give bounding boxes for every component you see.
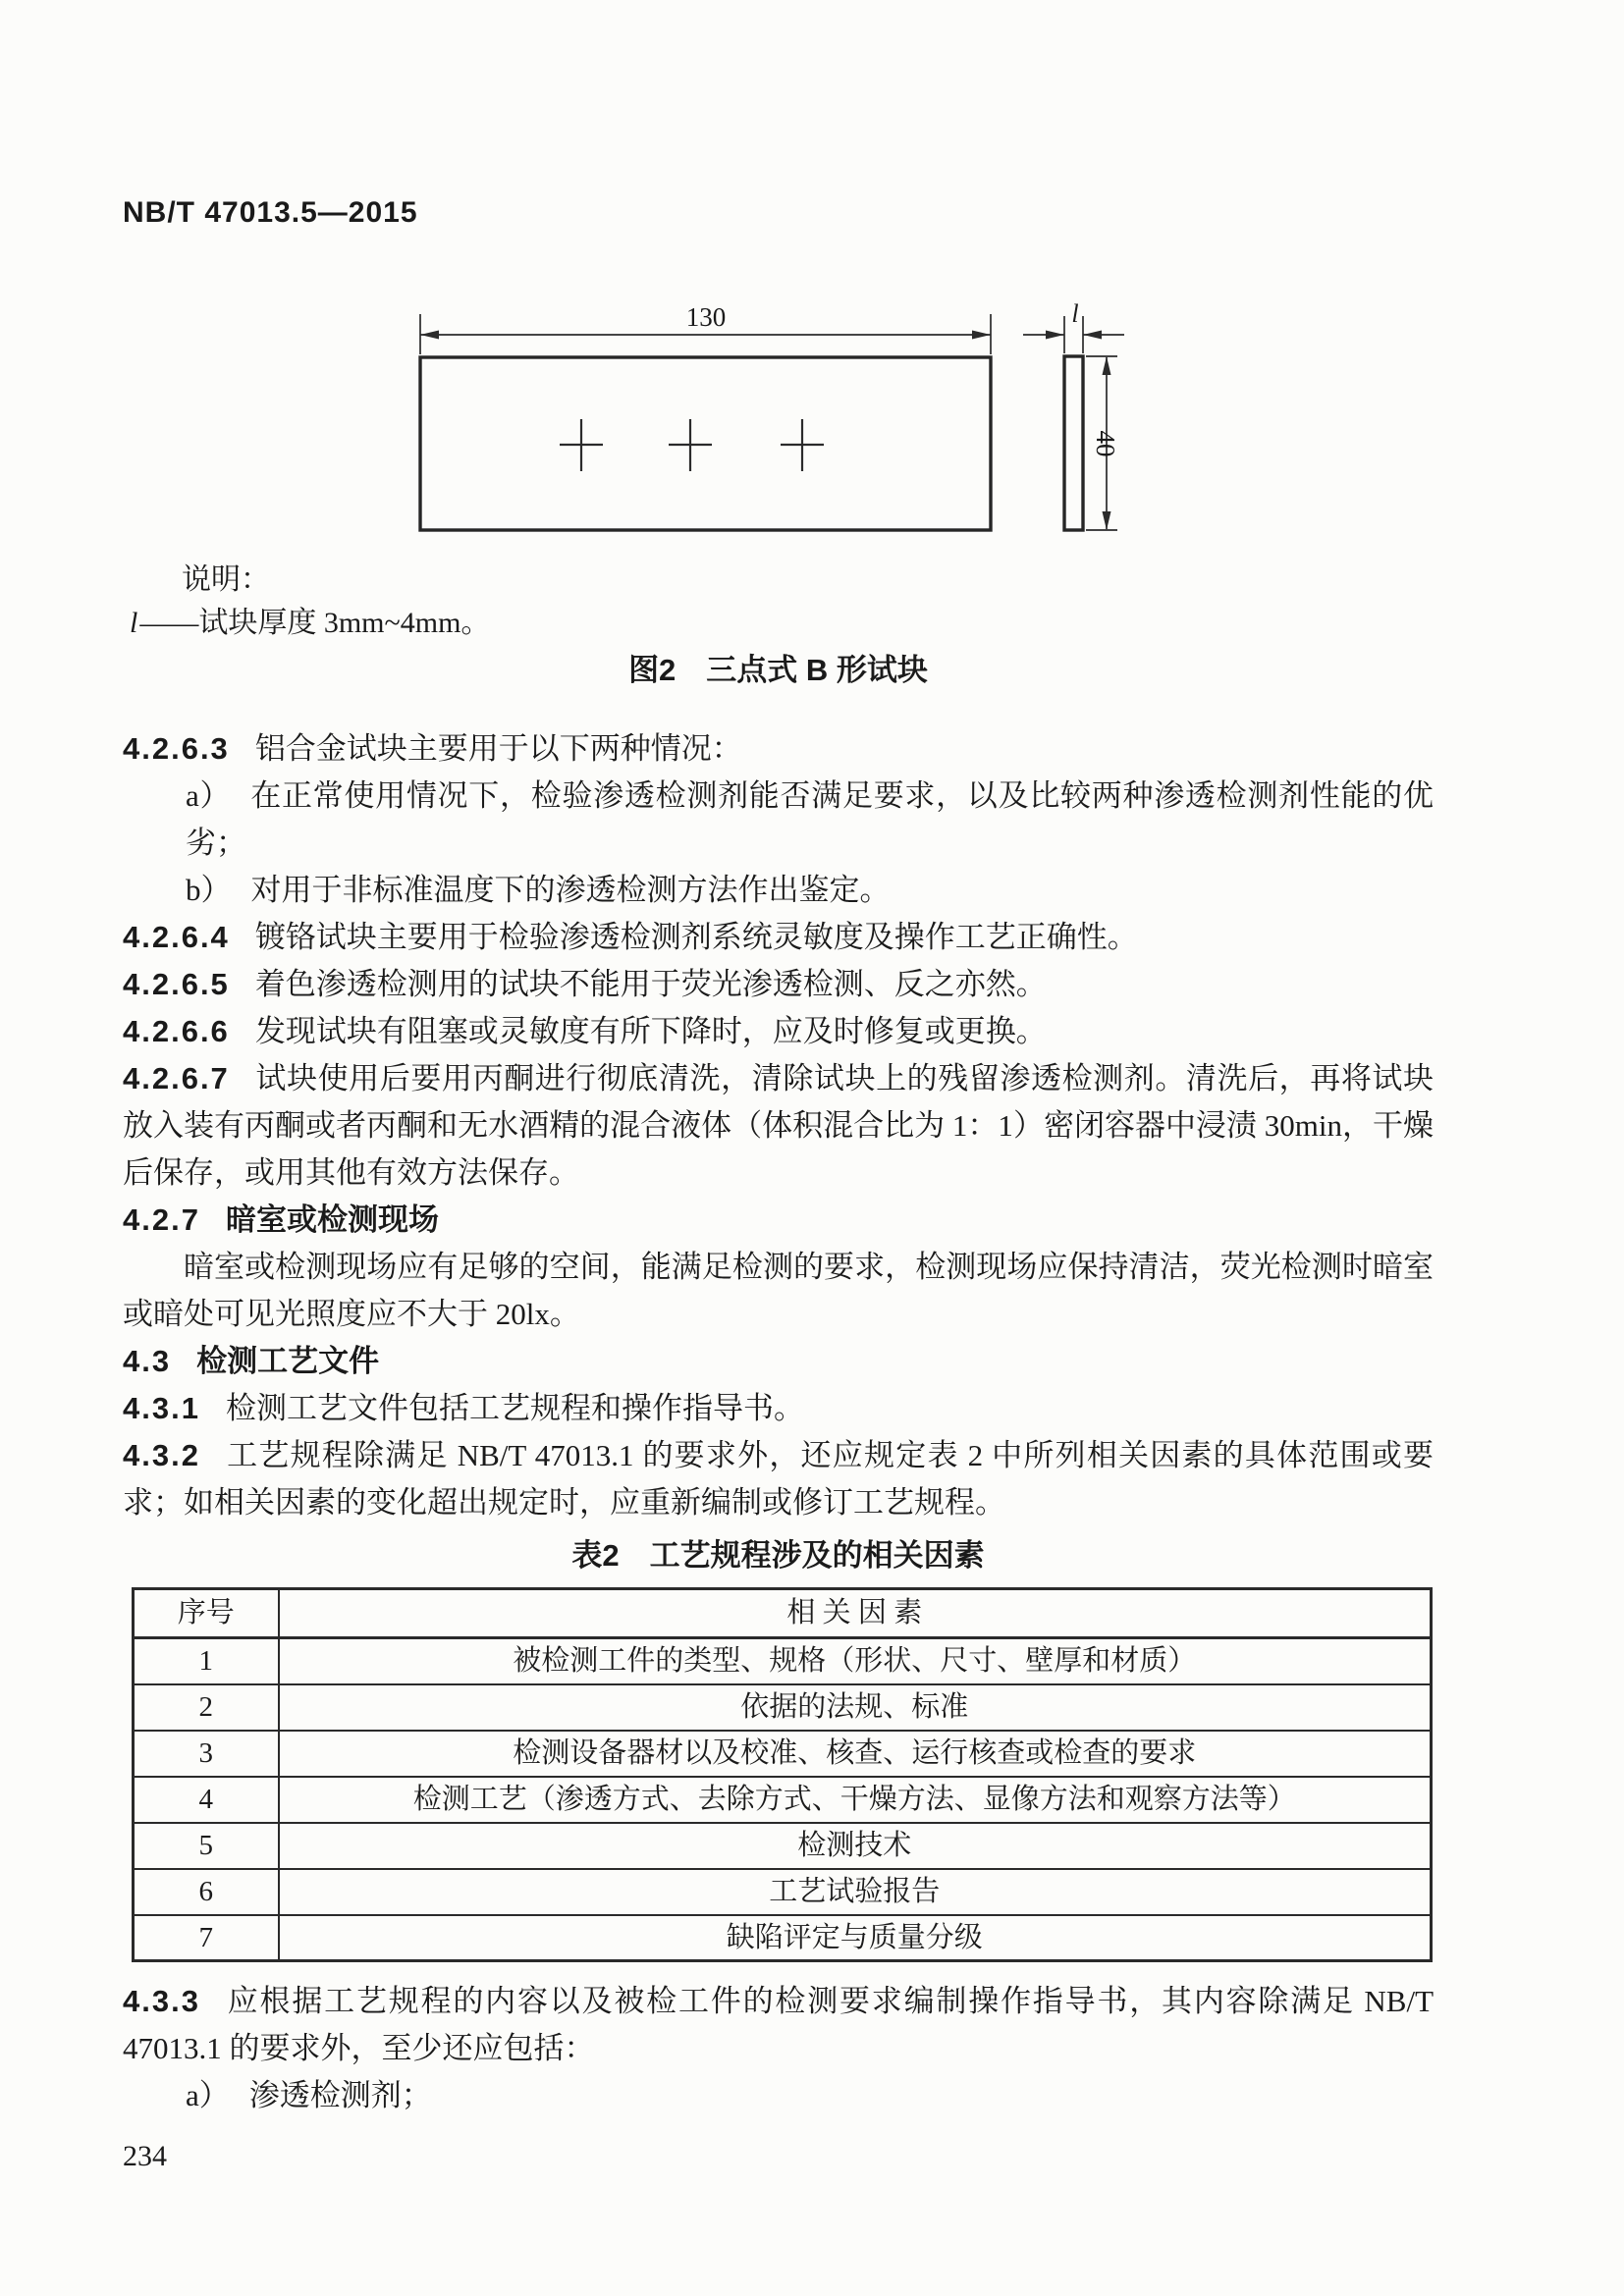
table-row bbox=[134, 1823, 1432, 1869]
table-2-relevant-factors bbox=[132, 1587, 1433, 1962]
width-dimension bbox=[420, 302, 991, 354]
clause-title: 暗室或检测现场 bbox=[225, 1202, 439, 1237]
clause-title: 检测工艺文件 bbox=[196, 1344, 380, 1378]
list-item-b bbox=[123, 867, 1434, 914]
clause-4-3-heading bbox=[123, 1338, 1434, 1385]
cell-factor: 依据的法规、标准 bbox=[279, 1684, 1432, 1731]
clause-text: 铝合金试块主要用于以下两种情况： bbox=[254, 731, 742, 766]
clause-number: 4.3.2 bbox=[123, 1438, 200, 1472]
cell-seq: 7 bbox=[134, 1915, 279, 1961]
cell-seq: 2 bbox=[134, 1684, 279, 1731]
item-text: 在正常使用情况下，检验渗透检测剂能否满足要求，以及比较两种渗透检测剂性能的优劣； bbox=[186, 778, 1435, 860]
cell-factor: 检测技术 bbox=[279, 1823, 1432, 1869]
clause-number: 4.3.3 bbox=[123, 1984, 200, 2018]
cell-factor: 检测设备器材以及校准、核查、运行核查或检查的要求 bbox=[279, 1731, 1432, 1777]
table-header bbox=[134, 1589, 1432, 1638]
clause-number: 4.2.6.7 bbox=[123, 1061, 230, 1095]
dim-height-label: 40 bbox=[1091, 430, 1120, 457]
clause-4-2-7-heading bbox=[123, 1197, 1434, 1244]
figure-legend-item bbox=[130, 602, 1434, 645]
cell-seq: 5 bbox=[134, 1823, 279, 1869]
clause-number: 4.3.1 bbox=[123, 1391, 200, 1425]
table-2-caption: 表2 工艺规程涉及的相关因素 bbox=[571, 1538, 985, 1573]
dim-thickness-label: l bbox=[1071, 299, 1079, 328]
table-row bbox=[134, 1638, 1432, 1684]
clause-4-2-6-5 bbox=[123, 961, 1434, 1008]
legend-variable: l bbox=[130, 607, 138, 639]
clause-number: 4.2.7 bbox=[123, 1202, 200, 1237]
table-row bbox=[134, 1777, 1432, 1823]
cell-factor: 检测工艺（渗透方式、去除方式、干燥方法、显像方法和观察方法等） bbox=[279, 1777, 1432, 1823]
clause-4-3-2 bbox=[123, 1432, 1434, 1526]
clause-text: 检测工艺文件包括工艺规程和操作指导书。 bbox=[225, 1391, 804, 1425]
dim-width-label: 130 bbox=[685, 302, 727, 332]
clause-4-2-6-6 bbox=[123, 1008, 1434, 1055]
column-header-factor: 相 关 因 素 bbox=[279, 1589, 1432, 1638]
clause-text: 着色渗透检测用的试块不能用于荧光渗透检测、反之亦然。 bbox=[254, 967, 1047, 1001]
item-text: 对用于非标准温度下的渗透检测方法作出鉴定。 bbox=[250, 873, 891, 907]
height-dimension bbox=[1086, 356, 1120, 530]
clause-text: 工艺规程除满足 NB/T 47013.1 的要求外，还应规定表 2 中所列相关因素的具体范围或要求；如相关因素的变化超出规定时，应重新编制或修订工艺规程。 bbox=[123, 1438, 1434, 1520]
clause-text: 应根据工艺规程的内容以及被检工件的检测要求编制操作指导书，其内容除满足 NB/T 47013.1 的要求外，至少还应包括： bbox=[123, 1984, 1434, 2065]
item-label: a） bbox=[186, 778, 232, 813]
table-row bbox=[134, 1731, 1432, 1777]
clause-4-3-3 bbox=[123, 1978, 1434, 2072]
clause-number: 4.2.6.5 bbox=[123, 967, 230, 1001]
clause-text: 镀铬试块主要用于检验渗透检测剂系统灵敏度及操作工艺正确性。 bbox=[254, 920, 1138, 954]
standard-number: NB/T 47013.5—2015 bbox=[123, 196, 418, 229]
clause-number: 4.2.6.6 bbox=[123, 1014, 230, 1048]
table-row bbox=[134, 1869, 1432, 1915]
table-row bbox=[134, 1915, 1432, 1961]
item-label: a） bbox=[186, 2078, 230, 2112]
list-item-a bbox=[123, 773, 1434, 867]
body-text bbox=[123, 725, 1434, 2180]
clause-text: 发现试块有阻塞或灵敏度有所下降时，应及时修复或更换。 bbox=[254, 1014, 1047, 1048]
clause-4-2-6-7 bbox=[123, 1055, 1434, 1197]
clause-4-3-1 bbox=[123, 1385, 1434, 1432]
side-view bbox=[1064, 356, 1083, 530]
cell-seq: 3 bbox=[134, 1731, 279, 1777]
clause-number: 4.3 bbox=[123, 1344, 172, 1378]
column-header-seq: 序号 bbox=[134, 1589, 279, 1638]
table-body bbox=[134, 1638, 1432, 1961]
legend-text: ——试块厚度 3mm~4mm。 bbox=[139, 607, 491, 639]
clause-4-2-6-4 bbox=[123, 914, 1434, 961]
table-row bbox=[134, 1684, 1432, 1731]
cell-factor: 被检测工件的类型、规格（形状、尺寸、壁厚和材质） bbox=[279, 1638, 1432, 1684]
cell-factor: 工艺试验报告 bbox=[279, 1869, 1432, 1915]
item-label: b） bbox=[186, 873, 232, 907]
clause-text: 试块使用后要用丙酮进行彻底清洗，清除试块上的残留渗透检测剂。清洗后，再将试块放入装有丙酮或者丙酮和无水酒精的混合液体（体积混合比为 1：1）密闭容器中浸渍 30min，干燥后保存，或用其他有效方法保存。 bbox=[123, 1061, 1434, 1190]
clause-number: 4.2.6.3 bbox=[123, 731, 230, 766]
clause-4-2-6-3 bbox=[123, 725, 1434, 773]
cell-seq: 4 bbox=[134, 1777, 279, 1823]
table-header-row bbox=[134, 1589, 1432, 1638]
center-marks bbox=[560, 419, 824, 471]
list-item-a2 bbox=[123, 2072, 1434, 2119]
thickness-dimension bbox=[1023, 299, 1124, 353]
page-number: 234 bbox=[123, 2140, 167, 2172]
figure-2-caption: 图2 三点式 B 形试块 bbox=[628, 653, 928, 687]
clause-4-2-7-body: 暗室或检测现场应有足够的空间，能满足检测的要求，检测现场应保持清洁，荧光检测时暗室或暗处可见光照度应不大于 20lx。 bbox=[123, 1250, 1434, 1331]
figure-2-drawing bbox=[123, 298, 1434, 549]
figure-legend-title: 说明： bbox=[182, 563, 270, 596]
cell-seq: 6 bbox=[134, 1869, 279, 1915]
cell-factor: 缺陷评定与质量分级 bbox=[279, 1915, 1432, 1961]
item-text: 渗透检测剂； bbox=[248, 2078, 432, 2112]
clause-number: 4.2.6.4 bbox=[123, 920, 230, 954]
cell-seq: 1 bbox=[134, 1638, 279, 1684]
